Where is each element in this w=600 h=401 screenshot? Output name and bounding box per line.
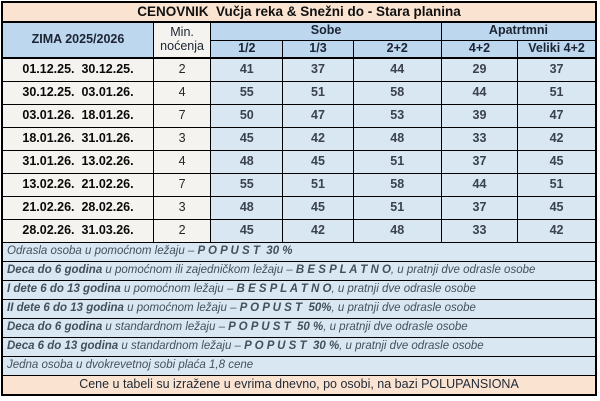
price-cell: 44 [441, 81, 517, 104]
price-cell: 45 [518, 150, 596, 173]
price-cell: 42 [283, 219, 353, 242]
price-cell: 51 [283, 81, 353, 104]
period-cell: 03.01.26. 18.01.26. [2, 104, 153, 127]
price-cell: 51 [518, 173, 596, 196]
price-cell: 45 [518, 196, 596, 219]
room-col-header: 2+2 [353, 40, 441, 58]
page-title: CENOVNIK Vučja reka & Snežni do - Stara planina [2, 2, 596, 22]
group-header-sobe: Sobe [211, 22, 442, 40]
price-cell: 48 [211, 150, 283, 173]
room-col-header: 1/3 [283, 40, 353, 58]
min-nights-cell: 7 [153, 104, 210, 127]
group-header-row [2, 22, 596, 40]
price-cell: 58 [353, 81, 441, 104]
price-cell: 33 [441, 127, 517, 150]
price-cell: 37 [441, 196, 517, 219]
min-nights-cell: 7 [153, 173, 210, 196]
note-row [2, 280, 596, 299]
period-cell: 30.12.25. 03.01.26. [2, 81, 153, 104]
price-cell: 41 [211, 58, 283, 81]
price-cell: 48 [353, 219, 441, 242]
price-rows [2, 58, 596, 242]
period-cell: 31.01.26. 13.02.26. [2, 150, 153, 173]
price-cell: 45 [283, 150, 353, 173]
min-nights-cell: 4 [153, 81, 210, 104]
note-row [2, 261, 596, 280]
note-row [2, 242, 596, 261]
note-text: II dete 6 do 13 godina u pomoćnom ležaju – P O P U S T 50%, u pratnji dve odrasle osobe [2, 299, 596, 318]
price-cell: 39 [441, 104, 517, 127]
price-cell: 55 [211, 81, 283, 104]
min-nights-header [153, 22, 210, 58]
price-cell: 42 [518, 127, 596, 150]
period-cell: 28.02.26. 31.03.26. [2, 219, 153, 242]
price-cell: 44 [441, 173, 517, 196]
note-text: Deca do 6 godina u pomoćnom ili zajedničkom ležaju – B E S P L A T N O, u pratnji dve odrasle osobe [2, 261, 596, 280]
footer-note: Cene u tabeli su izražene u evrima dnevno, po osobi, na bazi POLUPANSIONA [2, 375, 596, 395]
room-col-header: Veliki 4+2 [518, 40, 596, 58]
price-cell: 53 [353, 104, 441, 127]
note-text: Jedna osoba u dvokrevetnoj sobi plaća 1,8 cene [2, 356, 596, 375]
price-cell: 51 [518, 81, 596, 104]
title-row [2, 2, 596, 22]
room-col-header: 4+2 [441, 40, 517, 58]
room-col-header: 1/2 [211, 40, 283, 58]
min-nights-header-line2: noćenja [160, 39, 204, 53]
note-text: Deca 6 do 13 godina u standardnom ležaju – P O P U S T 30 %, u pratnji dve odrasle osobe [2, 337, 596, 356]
price-cell: 47 [518, 104, 596, 127]
period-row [2, 81, 596, 104]
price-cell: 45 [211, 219, 283, 242]
min-nights-cell: 4 [153, 150, 210, 173]
note-rows [2, 242, 596, 375]
period-row [2, 58, 596, 81]
min-nights-cell: 2 [153, 58, 210, 81]
note-row [2, 318, 596, 337]
price-cell: 45 [211, 127, 283, 150]
period-row [2, 127, 596, 150]
note-text: I dete 6 do 13 godina u pomoćnom ležaju – B E S P L A T N O, u pratnji dve odrasle osobe [2, 280, 596, 299]
group-header-apartmani: Apatrtmni [441, 22, 596, 40]
price-cell: 55 [211, 173, 283, 196]
period-row [2, 150, 596, 173]
note-row [2, 356, 596, 375]
price-cell: 51 [353, 196, 441, 219]
price-cell: 37 [518, 58, 596, 81]
price-cell: 47 [283, 104, 353, 127]
period-cell: 18.01.26. 31.01.26. [2, 127, 153, 150]
period-cell: 13.02.26. 21.02.26. [2, 173, 153, 196]
min-nights-cell: 2 [153, 219, 210, 242]
price-cell: 29 [441, 58, 517, 81]
price-cell: 42 [283, 127, 353, 150]
footer-row [2, 375, 596, 395]
min-nights-header-line1: Min. [170, 25, 194, 40]
period-row [2, 219, 596, 242]
price-cell: 58 [353, 173, 441, 196]
note-row [2, 299, 596, 318]
price-cell: 37 [441, 150, 517, 173]
price-cell: 48 [211, 196, 283, 219]
price-cell: 51 [353, 150, 441, 173]
price-cell: 37 [283, 58, 353, 81]
period-row [2, 173, 596, 196]
price-cell: 50 [211, 104, 283, 127]
price-cell: 33 [441, 219, 517, 242]
note-text: Odrasla osoba u pomoćnom ležaju – P O P U S T 30 % [2, 242, 596, 261]
price-cell: 48 [353, 127, 441, 150]
note-row [2, 337, 596, 356]
price-table [1, 1, 597, 396]
period-row [2, 196, 596, 219]
period-row [2, 104, 596, 127]
season-header: ZIMA 2025/2026 [2, 22, 153, 58]
price-cell: 51 [283, 173, 353, 196]
price-cell: 45 [283, 196, 353, 219]
min-nights-cell: 3 [153, 196, 210, 219]
price-cell: 42 [518, 219, 596, 242]
note-text: Deca do 6 godina u standardnom ležaju – P O P U S T 50 %, u pratnji dve odrasle osobe [2, 318, 596, 337]
period-cell: 01.12.25. 30.12.25. [2, 58, 153, 81]
min-nights-cell: 3 [153, 127, 210, 150]
period-cell: 21.02.26. 28.02.26. [2, 196, 153, 219]
pricelist-sheet [1, 1, 597, 398]
price-cell: 44 [353, 58, 441, 81]
